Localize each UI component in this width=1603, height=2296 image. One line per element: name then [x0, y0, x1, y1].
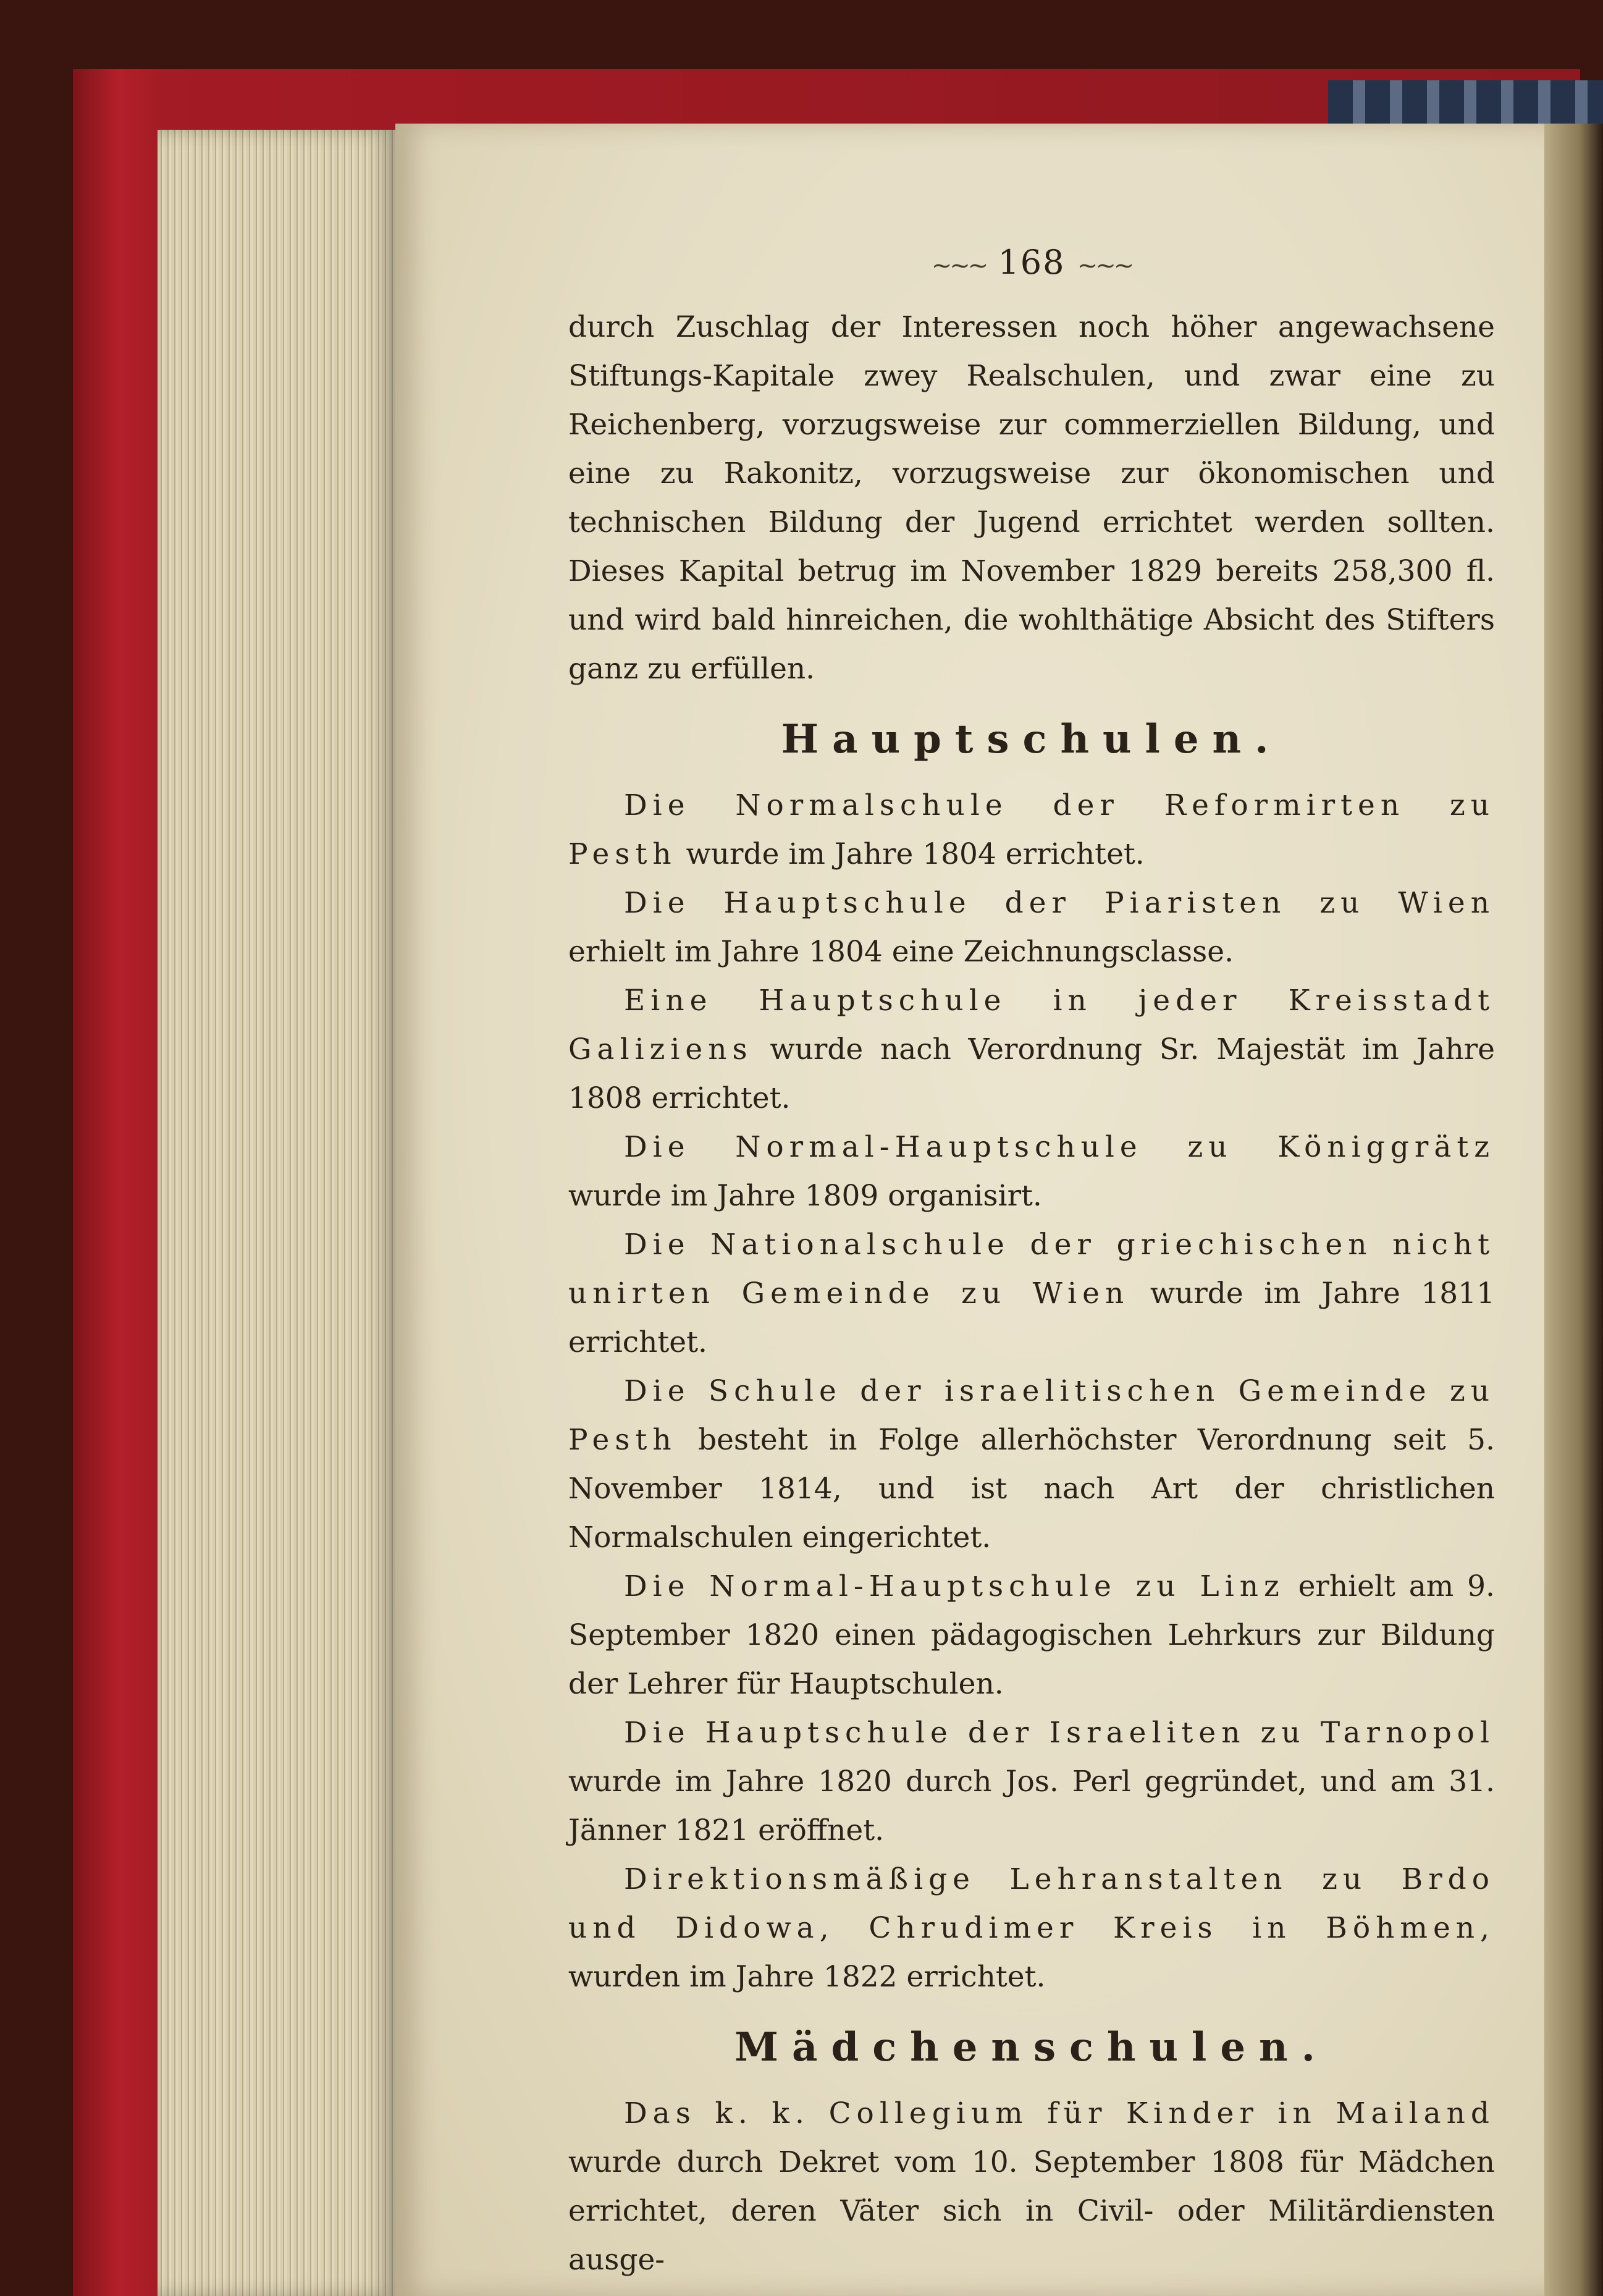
header-ornament-right: ~~~: [1077, 251, 1132, 280]
entry-lead: Die Normal-Hauptschule zu Königgrätz: [624, 1130, 1495, 1164]
section-heading-maedchenschulen: Mädchenschulen.: [734, 2024, 1329, 2070]
entry-lead: Das k. k. Collegium für Kinder in Mailand: [624, 2096, 1495, 2130]
entry: [568, 1220, 1495, 1367]
entry: [568, 1562, 1495, 1708]
entry: [568, 2089, 1495, 2284]
entry: [568, 879, 1495, 976]
spine-pattern: [1328, 80, 1603, 130]
entry-text: wurde im Jahre 1820 durch Jos. Perl gegründet, und am 31. Jänner 1821 eröffnet.: [568, 1765, 1495, 1847]
entry-text: wurde nach Verordnung Sr. Majestät im Jahre 1808 errichtet.: [568, 1032, 1495, 1115]
entry-text: wurde im Jahre 1804 errichtet.: [676, 837, 1145, 871]
header-ornament-left: ~~~: [931, 251, 987, 280]
entry-text: wurde im Jahre 1809 organisirt.: [568, 1179, 1042, 1213]
entry-lead: Die Schule der israelitischen Gemeinde zu Pesth: [568, 1374, 1495, 1457]
entry-lead: Direktionsmäßige Lehranstalten zu Brdo und Didowa, Chrudimer Kreis in Böhmen,: [568, 1862, 1495, 1945]
entry-lead: Die Hauptschule der Piaristen zu Wien: [624, 886, 1495, 920]
entry-lead: Die Normalschule der Reformirten zu Pesth: [568, 788, 1495, 871]
entry-text: wurde im Jahre 1811 errichtet.: [568, 1277, 1495, 1359]
entry-text: wurde durch Dekret vom 10. September 1808 für Mädchen errichtet, deren Väter sich in Civil- oder Militärdiensten ausge-: [568, 2145, 1495, 2277]
entry: [568, 976, 1495, 1123]
entry-text: erhielt am 9. September 1820 einen pädagogischen Lehrkurs zur Bildung der Lehrer für Hauptschulen.: [568, 1569, 1495, 1701]
next-page-edge: [1544, 124, 1603, 2296]
entry-lead: Eine Hauptschule in jeder Kreisstadt Galiziens: [568, 984, 1495, 1066]
page-number: 168: [998, 243, 1066, 282]
entry-lead: Die Hauptschule der Israeliten zu Tarnopol: [624, 1716, 1495, 1750]
entry: [568, 1855, 1495, 2001]
entry: [568, 781, 1495, 879]
page-edges: [158, 130, 395, 2296]
entry: [568, 1123, 1495, 1220]
entry: [568, 1367, 1495, 1562]
entry-text: erhielt im Jahre 1804 eine Zeichnungsclasse.: [568, 935, 1234, 969]
page-header: [568, 241, 1495, 284]
section-heading-hauptschulen: Hauptschulen.: [781, 716, 1282, 762]
page-text: [568, 241, 1495, 2284]
entry-lead: Die Nationalschule der griechischen nicht unirten Gemeinde zu Wien: [568, 1228, 1495, 1310]
entry-text: besteht in Folge allerhöchster Verordnung seit 5. November 1814, und ist nach Art der christlichen Normalschulen eingerichtet.: [568, 1423, 1495, 1555]
entry-text: wurden im Jahre 1822 errichtet.: [568, 1960, 1046, 1994]
entry: [568, 1708, 1495, 1855]
intro-paragraph: durch Zuschlag der Interessen noch höher angewachsene Stiftungs-Kapitale zwey Realschulen, und zwar eine zu Reichenberg, vorzugsweise zur commerziellen Bildung, und eine zu Rakonitz, vorzugsweise zur ökonomischen und technischen Bildung der Jugend errichtet werden sollten. Dieses Kapital betrug im November 1829 bereits 258,300 fl. und wird bald hinreichen, die wohlthätige Absicht des Stifters ganz zu erfüllen.: [568, 310, 1495, 686]
entry-lead: Die Normal-Hauptschule zu Linz: [624, 1569, 1285, 1603]
